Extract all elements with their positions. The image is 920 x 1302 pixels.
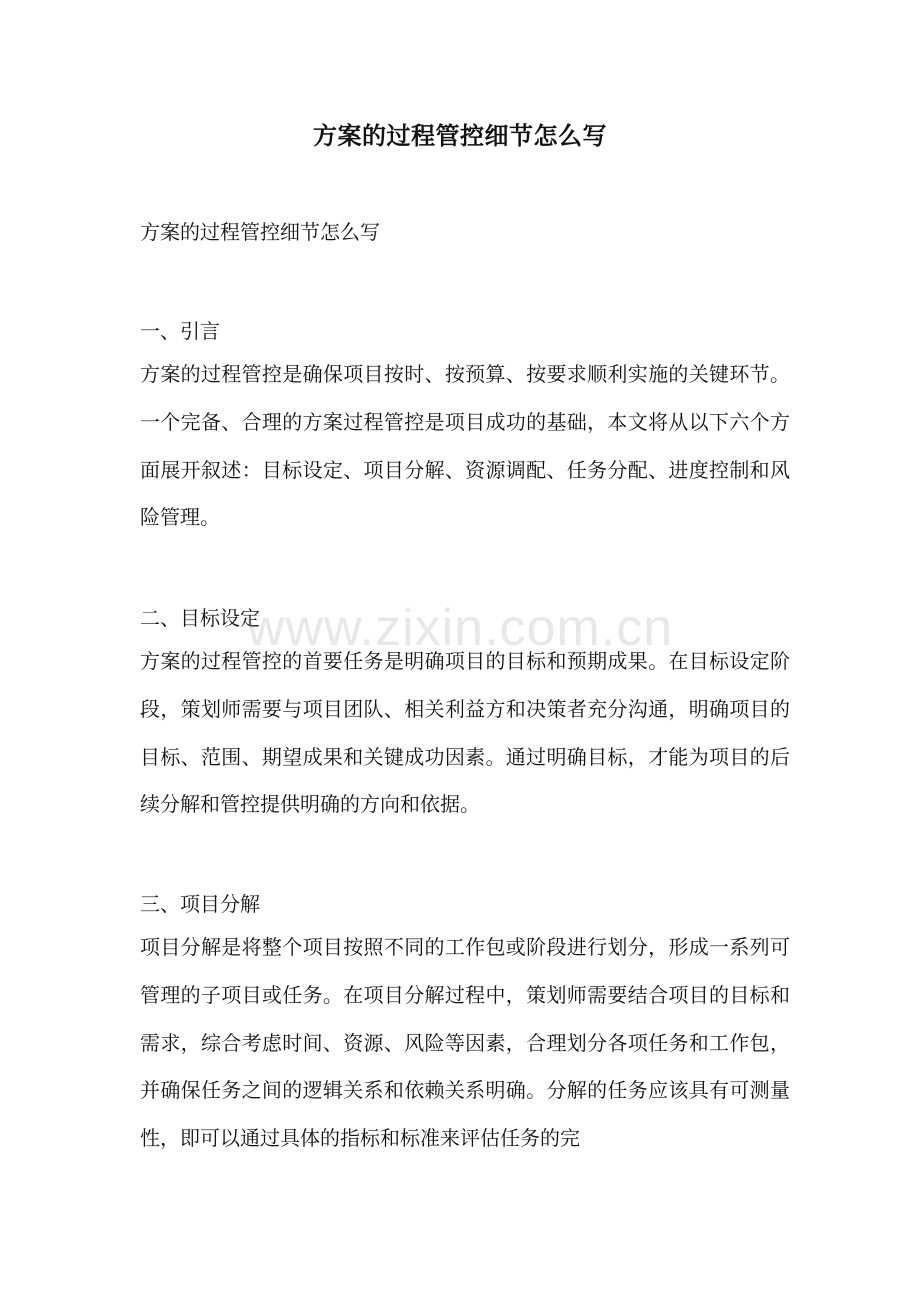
section-introduction [140,311,790,542]
section-project-breakdown [140,884,790,1163]
document-title: 方案的过程管控细节怎么写 [313,121,607,150]
section-heading: 二、目标设定 [140,606,260,630]
document-subtitle: 方案的过程管控细节怎么写 [140,220,380,244]
section-paragraph: 方案的过程管控的首要任务是明确项目的目标和预期成果。在目标设定阶段，策划师需要与项目团队、相关利益方和决策者充分沟通，明确项目的目标、范围、期望成果和关键成功因素。通过明确目标，才能为项目的后续分解和管控提供明确的方向和依据。 [140,649,790,817]
watermark: www.zixin.com.cn [246,599,674,657]
section-heading: 一、引言 [140,319,220,343]
section-paragraph: 项目分解是将整个项目按照不同的工作包或阶段进行划分，形成一系列可管理的子项目或任务。在项目分解过程中，策划师需要结合项目的目标和需求，综合考虑时间、资源、风险等因素，合理划分各项任务和工作包，并确保任务之间的逻辑关系和依赖关系明确。分解的任务应该具有可测量性，即可以通过具体的指标和标准来评估任务的完 [140,935,790,1151]
section-goal-setting [140,598,790,829]
section-heading: 三、项目分解 [140,892,260,916]
section-paragraph: 方案的过程管控是确保项目按时、按预算、按要求顺利实施的关键环节。一个完备、合理的方案过程管控是项目成功的基础，本文将从以下六个方面展开叙述：目标设定、项目分解、资源调配、任务分配、进度控制和风险管理。 [140,362,790,530]
